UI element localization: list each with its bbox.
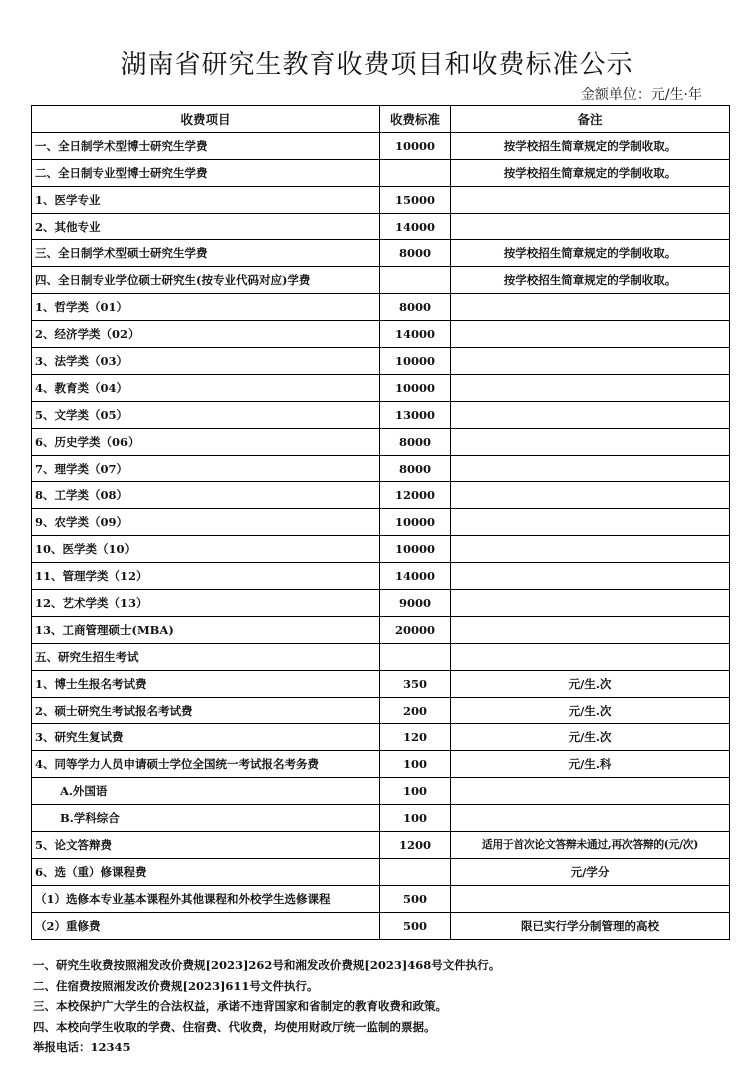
fee-amount: 10000 — [380, 374, 451, 401]
fee-amount: 120 — [380, 724, 451, 751]
fee-note — [451, 482, 730, 509]
fee-item-name: 四、全日制专业学位硕士研究生(按专业代码对应)学费 — [32, 267, 380, 294]
fee-item-name: 5、论文答辩费 — [32, 832, 380, 859]
fee-note — [451, 590, 730, 617]
fee-item-name: 二、全日制专业型博士研究生学费 — [32, 159, 380, 186]
fee-amount: 14000 — [380, 321, 451, 348]
report-phone: 举报电话：12345 — [33, 1040, 131, 1054]
fee-note: 适用于首次论文答辩未通过,再次答辩的(元/次) — [451, 832, 730, 859]
fee-amount: 10000 — [380, 132, 451, 159]
table-row — [32, 616, 730, 643]
fee-amount — [380, 159, 451, 186]
fee-note — [451, 778, 730, 805]
fee-item-name: 2、经济学类（02） — [32, 321, 380, 348]
table-row — [32, 482, 730, 509]
fee-note — [451, 428, 730, 455]
fee-item-name: 4、教育类（04） — [32, 374, 380, 401]
fee-amount: 350 — [380, 670, 451, 697]
fee-amount: 1200 — [380, 832, 451, 859]
fee-amount: 100 — [380, 778, 451, 805]
fee-amount: 500 — [380, 885, 451, 912]
fee-note: 按学校招生简章规定的学制收取。 — [451, 267, 730, 294]
fee-note — [451, 374, 730, 401]
fee-item-name: （2）重修费 — [32, 912, 380, 939]
fee-note — [451, 536, 730, 563]
footer-notes — [33, 957, 733, 1060]
fee-item-name: 2、其他专业 — [32, 213, 380, 240]
page-title: 湖南省研究生教育收费项目和收费标准公示 — [120, 50, 634, 80]
fee-note — [451, 401, 730, 428]
fee-amount: 500 — [380, 912, 451, 939]
fee-amount: 8000 — [380, 294, 451, 321]
fee-item-name: 三、全日制学术型硕士研究生学费 — [32, 240, 380, 267]
table-row — [32, 509, 730, 536]
fee-amount — [380, 267, 451, 294]
fee-note: 元/学分 — [451, 858, 730, 885]
fee-note — [451, 563, 730, 590]
fee-note — [451, 455, 730, 482]
fee-amount: 8000 — [380, 455, 451, 482]
footer-line: 一、研究生收费按照湘发改价费规[2023]262号和湘发改价费规[2023]468号文件执行。 — [33, 958, 501, 972]
fee-note: 限已实行学分制管理的高校 — [451, 912, 730, 939]
table-row — [32, 778, 730, 805]
fee-item-name: 13、工商管理硕士(MBA) — [32, 616, 380, 643]
fee-item-name: 1、博士生报名考试费 — [32, 670, 380, 697]
fee-item-name: 7、理学类（07） — [32, 455, 380, 482]
table-row — [32, 186, 730, 213]
fee-note — [451, 616, 730, 643]
table-row — [32, 832, 730, 859]
table-row — [32, 912, 730, 939]
fee-item-name: 3、研究生复试费 — [32, 724, 380, 751]
fee-amount: 200 — [380, 697, 451, 724]
fee-item-name: 10、医学类（10） — [32, 536, 380, 563]
table-row — [32, 751, 730, 778]
table-row — [32, 428, 730, 455]
fee-amount: 100 — [380, 751, 451, 778]
fee-amount — [380, 643, 451, 670]
fee-item-name: 5、文学类（05） — [32, 401, 380, 428]
table-row — [32, 321, 730, 348]
table-header-row — [32, 106, 730, 133]
fee-note: 元/生.次 — [451, 724, 730, 751]
fee-note — [451, 885, 730, 912]
table-row — [32, 159, 730, 186]
fee-note — [451, 321, 730, 348]
fee-amount: 13000 — [380, 401, 451, 428]
fee-amount: 14000 — [380, 213, 451, 240]
fee-note — [451, 643, 730, 670]
fee-note — [451, 294, 730, 321]
fee-item-name: 1、医学专业 — [32, 186, 380, 213]
fee-amount: 14000 — [380, 563, 451, 590]
fee-note: 元/生.科 — [451, 751, 730, 778]
fee-item-name: B.学科综合 — [32, 805, 380, 832]
fee-item-name: 8、工学类（08） — [32, 482, 380, 509]
table-row — [32, 294, 730, 321]
amount-unit: 金额单位：元/生·年 — [580, 87, 702, 103]
table-row — [32, 805, 730, 832]
table-row — [32, 643, 730, 670]
fee-note — [451, 805, 730, 832]
fee-item-name: 2、硕士研究生考试报名考试费 — [32, 697, 380, 724]
fee-item-name: 4、同等学力人员申请硕士学位全国统一考试报名考务费 — [32, 751, 380, 778]
table-row — [32, 563, 730, 590]
fee-amount: 9000 — [380, 590, 451, 617]
fee-item-name: 12、艺术学类（13） — [32, 590, 380, 617]
header-item: 收费项目 — [32, 106, 380, 133]
table-row — [32, 670, 730, 697]
fee-amount: 10000 — [380, 509, 451, 536]
fee-note — [451, 213, 730, 240]
fee-amount: 100 — [380, 805, 451, 832]
fee-note: 按学校招生简章规定的学制收取。 — [451, 132, 730, 159]
fee-item-name: 11、管理学类（12） — [32, 563, 380, 590]
fee-item-name: 3、法学类（03） — [32, 348, 380, 375]
header-fee: 收费标准 — [380, 106, 451, 133]
fee-amount: 8000 — [380, 240, 451, 267]
footer-line: 三、本校保护广大学生的合法权益，承诺不违背国家和省制定的教育收费和政策。 — [33, 999, 447, 1013]
fee-item-name: 6、选（重）修课程费 — [32, 858, 380, 885]
fee-note — [451, 509, 730, 536]
fee-item-name: 9、农学类（09） — [32, 509, 380, 536]
table-row — [32, 590, 730, 617]
table-row — [32, 724, 730, 751]
table-row — [32, 401, 730, 428]
table-row — [32, 697, 730, 724]
table-row — [32, 267, 730, 294]
table-row — [32, 213, 730, 240]
fee-note — [451, 186, 730, 213]
footer-line: 二、住宿费按照湘发改价费规[2023]611号文件执行。 — [33, 978, 319, 993]
fee-amount: 10000 — [380, 348, 451, 375]
fee-item-name: 一、全日制学术型博士研究生学费 — [32, 132, 380, 159]
fee-amount: 20000 — [380, 616, 451, 643]
fee-note: 按学校招生简章规定的学制收取。 — [451, 159, 730, 186]
fee-item-name: 1、哲学类（01） — [32, 294, 380, 321]
fee-amount: 12000 — [380, 482, 451, 509]
header-note: 备注 — [451, 106, 730, 133]
fee-amount: 8000 — [380, 428, 451, 455]
fee-amount: 15000 — [380, 186, 451, 213]
table-body — [32, 132, 730, 939]
fee-item-name: （1）选修本专业基本课程外其他课程和外校学生选修课程 — [32, 885, 380, 912]
table-row — [32, 536, 730, 563]
fee-note: 元/生.次 — [451, 670, 730, 697]
table-row — [32, 240, 730, 267]
table-row — [32, 348, 730, 375]
fee-table — [31, 105, 730, 940]
table-row — [32, 132, 730, 159]
fee-note: 元/生.次 — [451, 697, 730, 724]
table-row — [32, 885, 730, 912]
footer-line: 四、本校向学生收取的学费、住宿费、代收费，均使用财政厅统一监制的票据。 — [33, 1019, 436, 1034]
fee-item-name: A.外国语 — [32, 778, 380, 805]
table-row — [32, 858, 730, 885]
fee-item-name: 五、研究生招生考试 — [32, 643, 380, 670]
table-row — [32, 455, 730, 482]
fee-note: 按学校招生简章规定的学制收取。 — [451, 240, 730, 267]
fee-amount: 10000 — [380, 536, 451, 563]
fee-amount — [380, 858, 451, 885]
table-row — [32, 374, 730, 401]
fee-note — [451, 348, 730, 375]
fee-item-name: 6、历史学类（06） — [32, 428, 380, 455]
